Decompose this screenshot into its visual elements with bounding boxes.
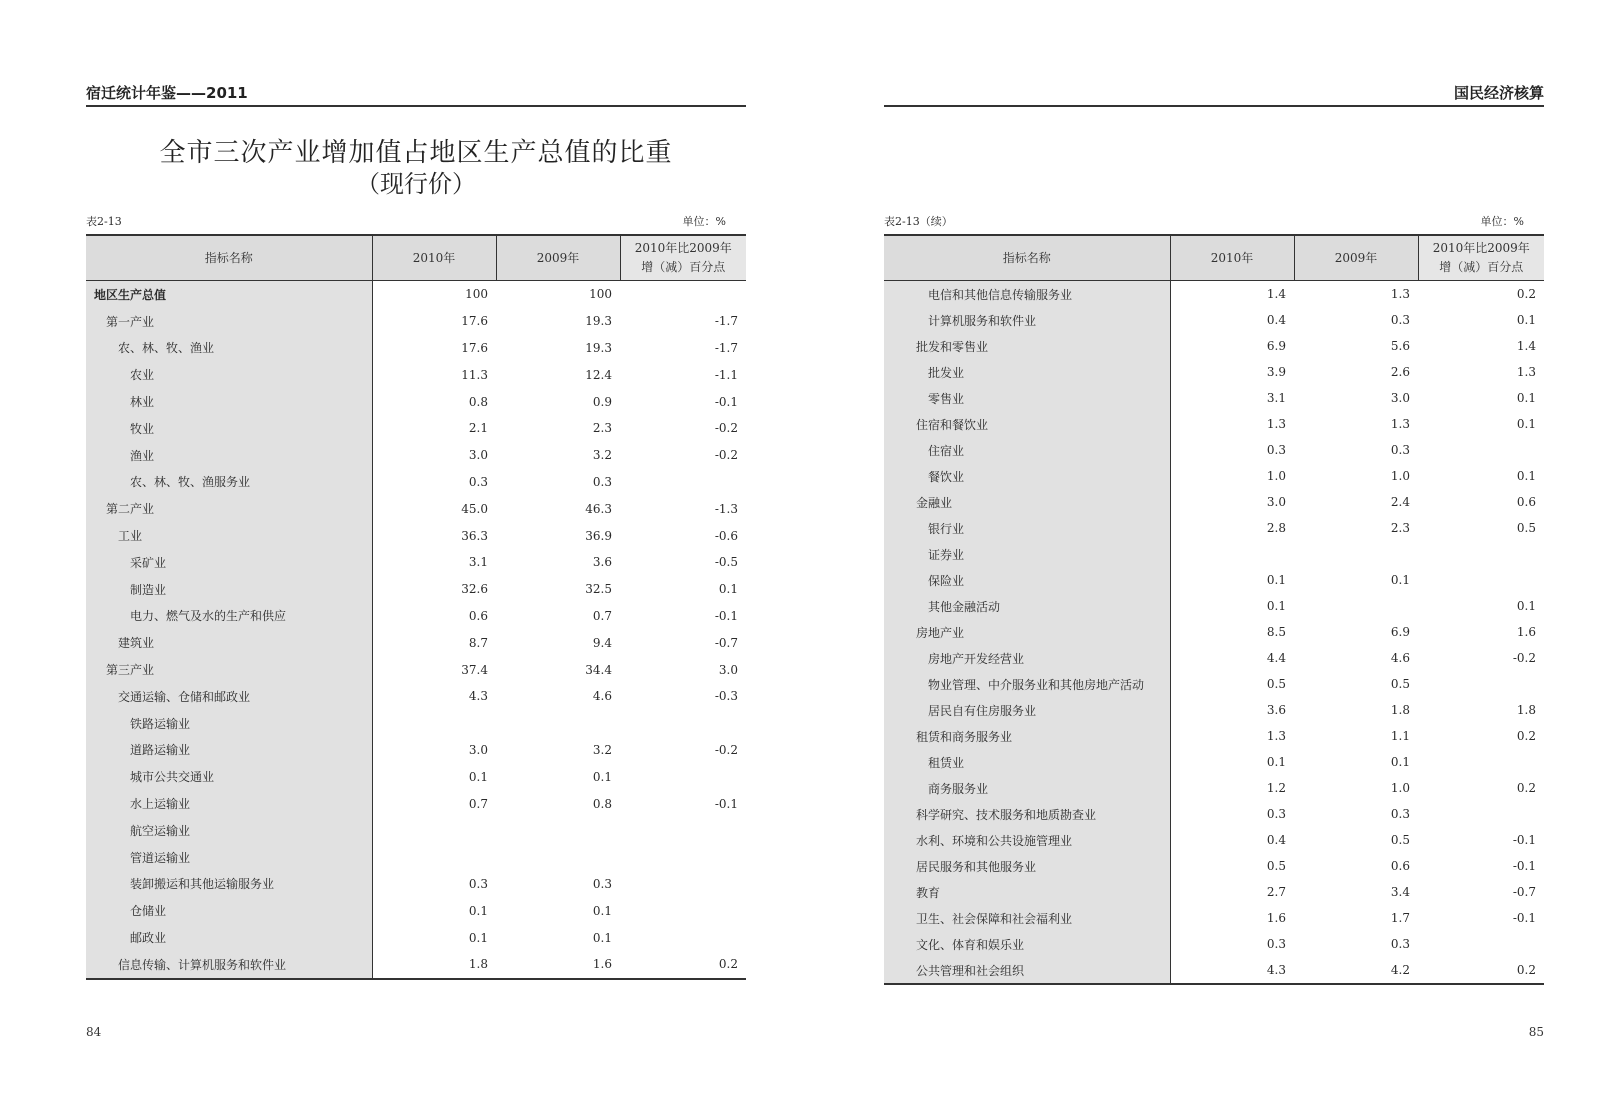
value-2010: 17.6 <box>461 340 488 355</box>
value-2009: 19.3 <box>585 340 612 355</box>
value-2010: 4.3 <box>1266 963 1286 977</box>
value-2010: 1.4 <box>1266 287 1286 301</box>
header-diff <box>1418 236 1544 281</box>
value-2010: 0.6 <box>468 608 488 623</box>
value-2009 <box>1294 541 1418 567</box>
value-2010: 0.1 <box>468 930 488 945</box>
header-diff-line2: 增（减）百分点 <box>1439 260 1524 274</box>
value-diff: 0.2 <box>1516 781 1536 795</box>
value-diff <box>620 924 746 951</box>
row-name: 居民自有住房服务业 <box>884 697 1170 723</box>
row-name: 装卸搬运和其他运输服务业 <box>86 871 372 898</box>
table-row <box>86 415 746 442</box>
row-name: 保险业 <box>884 567 1170 593</box>
table-row <box>884 515 1544 541</box>
value-2009 <box>496 844 620 871</box>
row-name: 水利、环境和公共设施管理业 <box>884 827 1170 853</box>
value-2010: 36.3 <box>461 528 488 543</box>
row-name: 地区生产总值 <box>86 281 372 308</box>
value-diff: -0.1 <box>1512 833 1536 847</box>
header-diff-line1: 2010年比2009年 <box>634 241 732 255</box>
header-name: 指标名称 <box>884 236 1170 281</box>
value-2010 <box>1170 541 1294 567</box>
value-diff: 0.1 <box>1516 417 1536 431</box>
row-name: 城市公共交通业 <box>86 763 372 790</box>
value-2010: 6.9 <box>1266 339 1286 353</box>
table-body <box>86 281 746 978</box>
table-body <box>884 281 1544 984</box>
value-2009: 0.7 <box>592 608 612 623</box>
value-2010: 0.4 <box>1266 313 1286 327</box>
header-name: 指标名称 <box>86 236 372 281</box>
value-diff: 3.0 <box>718 662 738 677</box>
table-row <box>884 437 1544 463</box>
value-2009: 2.3 <box>592 421 612 436</box>
row-name: 银行业 <box>884 515 1170 541</box>
row-name: 信息传输、计算机服务和软件业 <box>86 951 372 978</box>
value-diff: 1.8 <box>1516 703 1536 717</box>
value-2009: 3.6 <box>592 555 612 570</box>
value-2009: 46.3 <box>585 501 612 516</box>
row-name: 第三产业 <box>86 656 372 683</box>
value-diff: 0.1 <box>718 582 738 597</box>
table-number: 表2-13 <box>86 215 122 228</box>
value-2009 <box>1294 593 1418 619</box>
table-row <box>884 411 1544 437</box>
row-name: 科学研究、技术服务和地质勘查业 <box>884 801 1170 827</box>
row-name: 电力、燃气及水的生产和供应 <box>86 603 372 630</box>
row-name: 租赁业 <box>884 749 1170 775</box>
value-diff <box>1418 541 1544 567</box>
value-2010: 2.1 <box>468 421 488 436</box>
table-row <box>86 737 746 764</box>
value-2009: 9.4 <box>592 635 612 650</box>
table-row <box>86 469 746 496</box>
value-2010: 0.5 <box>1266 677 1286 691</box>
table-row <box>884 567 1544 593</box>
row-name: 农、林、牧、渔服务业 <box>86 469 372 496</box>
table-row <box>884 697 1544 723</box>
page-number: 84 <box>86 1025 102 1039</box>
value-2010: 0.3 <box>468 876 488 891</box>
table-row <box>884 307 1544 333</box>
value-diff <box>620 281 746 308</box>
value-diff <box>620 844 746 871</box>
table-row <box>86 603 746 630</box>
table-row <box>884 879 1544 905</box>
table-row <box>86 817 746 844</box>
table-row <box>884 671 1544 697</box>
value-2010: 3.1 <box>1266 391 1286 405</box>
value-2009: 34.4 <box>585 662 612 677</box>
table-row <box>884 333 1544 359</box>
value-2009: 1.0 <box>1390 781 1410 795</box>
table-row <box>884 931 1544 957</box>
value-2010: 3.1 <box>468 555 488 570</box>
value-2010: 4.3 <box>468 689 488 704</box>
value-2009: 3.2 <box>592 448 612 463</box>
row-name: 住宿和餐饮业 <box>884 411 1170 437</box>
value-diff: -0.2 <box>1512 651 1536 665</box>
value-diff <box>620 763 746 790</box>
row-name: 牧业 <box>86 415 372 442</box>
row-name: 其他金融活动 <box>884 593 1170 619</box>
value-diff <box>1418 671 1544 697</box>
value-2009: 12.4 <box>585 367 612 382</box>
table-row <box>86 308 746 335</box>
value-2009: 0.1 <box>592 930 612 945</box>
value-2009: 0.1 <box>592 903 612 918</box>
table-row <box>86 924 746 951</box>
value-2009: 1.1 <box>1390 729 1410 743</box>
value-diff <box>620 897 746 924</box>
value-diff: 0.2 <box>1516 287 1536 301</box>
value-diff: 0.1 <box>1516 469 1536 483</box>
value-2010 <box>372 710 496 737</box>
value-diff: -0.3 <box>714 689 738 704</box>
unit-label: 单位：% <box>1480 215 1524 228</box>
row-name: 工业 <box>86 522 372 549</box>
value-2009: 6.9 <box>1390 625 1410 639</box>
value-2010: 1.3 <box>1266 729 1286 743</box>
value-diff: -1.3 <box>714 501 738 516</box>
value-2010: 3.0 <box>468 448 488 463</box>
row-name: 采矿业 <box>86 549 372 576</box>
value-2010: 3.0 <box>1266 495 1286 509</box>
table-row <box>86 361 746 388</box>
table-row <box>884 905 1544 931</box>
row-name: 房地产开发经营业 <box>884 645 1170 671</box>
row-name: 邮政业 <box>86 924 372 951</box>
header-diff <box>620 236 746 281</box>
value-diff: -0.1 <box>714 394 738 409</box>
header-2009: 2009年 <box>1294 236 1418 281</box>
value-2010: 45.0 <box>461 501 488 516</box>
value-diff: -1.7 <box>714 340 738 355</box>
value-2009: 0.5 <box>1390 833 1410 847</box>
value-diff: -0.1 <box>714 608 738 623</box>
table-row <box>86 335 746 362</box>
value-2009: 2.3 <box>1390 521 1410 535</box>
value-diff <box>1418 931 1544 957</box>
row-name: 农业 <box>86 361 372 388</box>
value-2009: 3.2 <box>592 742 612 757</box>
table-header-row <box>86 236 746 281</box>
value-2010: 1.8 <box>468 957 488 972</box>
value-2009: 4.2 <box>1390 963 1410 977</box>
table-row <box>86 844 746 871</box>
value-diff: 0.5 <box>1516 521 1536 535</box>
value-diff: 0.1 <box>1516 391 1536 405</box>
value-2010: 1.3 <box>1266 417 1286 431</box>
value-2010: 0.1 <box>468 769 488 784</box>
value-2010: 1.6 <box>1266 911 1286 925</box>
table-row <box>86 281 746 308</box>
value-2010: 3.9 <box>1266 365 1286 379</box>
table-row <box>86 629 746 656</box>
value-diff: 1.3 <box>1516 365 1536 379</box>
table-row <box>884 385 1544 411</box>
row-name: 居民服务和其他服务业 <box>884 853 1170 879</box>
value-2009: 0.5 <box>1390 677 1410 691</box>
value-diff: 0.1 <box>1516 599 1536 613</box>
row-name: 第一产业 <box>86 308 372 335</box>
value-2010: 4.4 <box>1266 651 1286 665</box>
row-name: 金融业 <box>884 489 1170 515</box>
unit-label: 单位：% <box>682 215 726 228</box>
table-number: 表2-13（续） <box>884 215 953 228</box>
header-2010: 2010年 <box>1170 236 1294 281</box>
value-2009: 0.3 <box>592 876 612 891</box>
value-2009: 1.6 <box>592 957 612 972</box>
row-name: 批发和零售业 <box>884 333 1170 359</box>
row-name: 教育 <box>884 879 1170 905</box>
table-row <box>884 957 1544 983</box>
running-head: 国民经济核算 <box>1453 84 1544 102</box>
header-rule <box>86 105 746 107</box>
table-title: 全市三次产业增加值占地区生产总值的比重 <box>159 138 673 168</box>
row-name: 水上运输业 <box>86 790 372 817</box>
value-2009: 1.0 <box>1390 469 1410 483</box>
table-row <box>86 576 746 603</box>
value-2010: 0.3 <box>468 474 488 489</box>
row-name: 公共管理和社会组织 <box>884 957 1170 983</box>
row-name: 电信和其他信息传输服务业 <box>884 281 1170 308</box>
table-row <box>884 645 1544 671</box>
row-name: 住宿业 <box>884 437 1170 463</box>
row-name: 餐饮业 <box>884 463 1170 489</box>
value-2009: 0.3 <box>1390 937 1410 951</box>
value-diff: -0.1 <box>1512 859 1536 873</box>
left-page <box>86 0 746 1099</box>
value-diff: -1.7 <box>714 314 738 329</box>
value-2009 <box>496 710 620 737</box>
value-2010: 2.7 <box>1266 885 1286 899</box>
value-2010: 0.1 <box>1266 573 1286 587</box>
row-name: 文化、体育和娱乐业 <box>884 931 1170 957</box>
value-diff <box>1418 801 1544 827</box>
header-rule <box>884 105 1544 107</box>
table-row <box>884 827 1544 853</box>
value-2010: 1.2 <box>1266 781 1286 795</box>
value-2010: 100 <box>465 287 488 302</box>
value-2010: 0.7 <box>468 796 488 811</box>
value-diff: 0.2 <box>1516 729 1536 743</box>
row-name: 批发业 <box>884 359 1170 385</box>
table-row <box>884 853 1544 879</box>
table-row <box>884 463 1544 489</box>
table-row <box>884 723 1544 749</box>
value-diff: 1.6 <box>1516 625 1536 639</box>
value-2010: 0.8 <box>468 394 488 409</box>
table-row <box>86 495 746 522</box>
value-diff: -0.1 <box>1512 911 1536 925</box>
table-row <box>86 388 746 415</box>
table-row <box>86 710 746 737</box>
value-diff <box>620 469 746 496</box>
value-2009: 32.5 <box>585 582 612 597</box>
table-row <box>884 489 1544 515</box>
row-name: 道路运输业 <box>86 737 372 764</box>
value-diff: -0.7 <box>714 635 738 650</box>
row-name: 制造业 <box>86 576 372 603</box>
row-name: 商务服务业 <box>884 775 1170 801</box>
value-2010: 0.1 <box>468 903 488 918</box>
value-diff: -0.6 <box>714 528 738 543</box>
row-name: 租赁和商务服务业 <box>884 723 1170 749</box>
value-diff: 0.1 <box>1516 313 1536 327</box>
table-bottom-rule <box>86 978 746 980</box>
value-diff: 0.2 <box>718 957 738 972</box>
value-2010: 0.1 <box>1266 599 1286 613</box>
table-row <box>884 749 1544 775</box>
value-2010: 17.6 <box>461 314 488 329</box>
table-row <box>884 801 1544 827</box>
value-2010: 8.5 <box>1266 625 1286 639</box>
row-name: 计算机服务和软件业 <box>884 307 1170 333</box>
value-2009: 1.3 <box>1390 417 1410 431</box>
value-2009: 100 <box>589 287 612 302</box>
value-2009: 0.3 <box>592 474 612 489</box>
value-2009: 0.1 <box>1390 755 1410 769</box>
value-diff: -0.2 <box>714 421 738 436</box>
row-name: 航空运输业 <box>86 817 372 844</box>
value-2009: 0.9 <box>592 394 612 409</box>
value-2009: 5.6 <box>1390 339 1410 353</box>
value-2009: 19.3 <box>585 314 612 329</box>
row-name: 房地产业 <box>884 619 1170 645</box>
header-2010: 2010年 <box>372 236 496 281</box>
value-diff <box>1418 749 1544 775</box>
value-2010 <box>372 817 496 844</box>
row-name: 第二产业 <box>86 495 372 522</box>
table-row <box>86 683 746 710</box>
row-name: 证券业 <box>884 541 1170 567</box>
table-subtitle: （现行价） <box>356 170 476 198</box>
row-name: 仓储业 <box>86 897 372 924</box>
row-name: 零售业 <box>884 385 1170 411</box>
value-2010: 32.6 <box>461 582 488 597</box>
header-2009: 2009年 <box>496 236 620 281</box>
value-2009: 0.3 <box>1390 443 1410 457</box>
value-2009: 0.1 <box>592 769 612 784</box>
value-2010: 1.0 <box>1266 469 1286 483</box>
right-page <box>884 0 1544 1099</box>
table-row <box>86 951 746 978</box>
row-name: 卫生、社会保障和社会福利业 <box>884 905 1170 931</box>
table-row <box>884 775 1544 801</box>
value-2009: 0.3 <box>1390 313 1410 327</box>
table-row <box>884 619 1544 645</box>
value-diff <box>1418 567 1544 593</box>
value-diff: -0.2 <box>714 448 738 463</box>
value-2010: 0.5 <box>1266 859 1286 873</box>
value-2010: 2.8 <box>1266 521 1286 535</box>
row-name: 交通运输、仓储和邮政业 <box>86 683 372 710</box>
row-name: 农、林、牧、渔业 <box>86 335 372 362</box>
value-diff <box>1418 437 1544 463</box>
table-row <box>86 790 746 817</box>
header-diff-line2: 增（减）百分点 <box>641 260 726 274</box>
table-row <box>86 549 746 576</box>
value-2010: 0.4 <box>1266 833 1286 847</box>
value-diff: 0.6 <box>1516 495 1536 509</box>
value-2010 <box>372 844 496 871</box>
value-diff <box>620 710 746 737</box>
value-2009: 2.6 <box>1390 365 1410 379</box>
value-2009: 4.6 <box>592 689 612 704</box>
row-name: 建筑业 <box>86 629 372 656</box>
value-2009: 0.8 <box>592 796 612 811</box>
page-number: 85 <box>1528 1025 1544 1039</box>
data-table <box>884 234 1544 985</box>
table-row <box>884 359 1544 385</box>
value-2009: 2.4 <box>1390 495 1410 509</box>
value-diff: -1.1 <box>714 367 738 382</box>
table-row <box>86 656 746 683</box>
value-diff: -0.2 <box>714 742 738 757</box>
row-name: 管道运输业 <box>86 844 372 871</box>
value-2009 <box>496 817 620 844</box>
value-2009: 1.3 <box>1390 287 1410 301</box>
value-2010: 0.3 <box>1266 937 1286 951</box>
value-2009: 0.1 <box>1390 573 1410 587</box>
table-row <box>86 522 746 549</box>
value-2009: 36.9 <box>585 528 612 543</box>
value-2009: 4.6 <box>1390 651 1410 665</box>
value-diff: -0.7 <box>1512 885 1536 899</box>
table-row <box>86 897 746 924</box>
value-diff: -0.1 <box>714 796 738 811</box>
running-head: 宿迁统计年鉴——2011 <box>86 84 248 102</box>
value-2010: 8.7 <box>468 635 488 650</box>
row-name: 铁路运输业 <box>86 710 372 737</box>
value-diff <box>620 817 746 844</box>
table-row <box>884 541 1544 567</box>
data-table <box>86 234 746 980</box>
value-2009: 3.4 <box>1390 885 1410 899</box>
value-2009: 0.6 <box>1390 859 1410 873</box>
value-2009: 1.8 <box>1390 703 1410 717</box>
table-header-row <box>884 236 1544 281</box>
table-row <box>86 442 746 469</box>
value-2009: 1.7 <box>1390 911 1410 925</box>
value-diff: 1.4 <box>1516 339 1536 353</box>
table-row <box>86 763 746 790</box>
row-name: 林业 <box>86 388 372 415</box>
row-name: 渔业 <box>86 442 372 469</box>
value-diff <box>620 871 746 898</box>
value-2010: 0.1 <box>1266 755 1286 769</box>
table-row <box>884 281 1544 308</box>
value-2010: 3.0 <box>468 742 488 757</box>
value-diff: -0.5 <box>714 555 738 570</box>
value-2010: 37.4 <box>461 662 488 677</box>
value-2009: 0.3 <box>1390 807 1410 821</box>
table-row <box>884 593 1544 619</box>
value-2010: 11.3 <box>461 367 488 382</box>
table-bottom-rule <box>884 983 1544 985</box>
header-diff-line1: 2010年比2009年 <box>1432 241 1530 255</box>
value-2010: 3.6 <box>1266 703 1286 717</box>
row-name: 物业管理、中介服务业和其他房地产活动 <box>884 671 1170 697</box>
value-2010: 0.3 <box>1266 807 1286 821</box>
table-row <box>86 871 746 898</box>
value-2010: 0.3 <box>1266 443 1286 457</box>
value-diff: 0.2 <box>1516 963 1536 977</box>
value-2009: 3.0 <box>1390 391 1410 405</box>
